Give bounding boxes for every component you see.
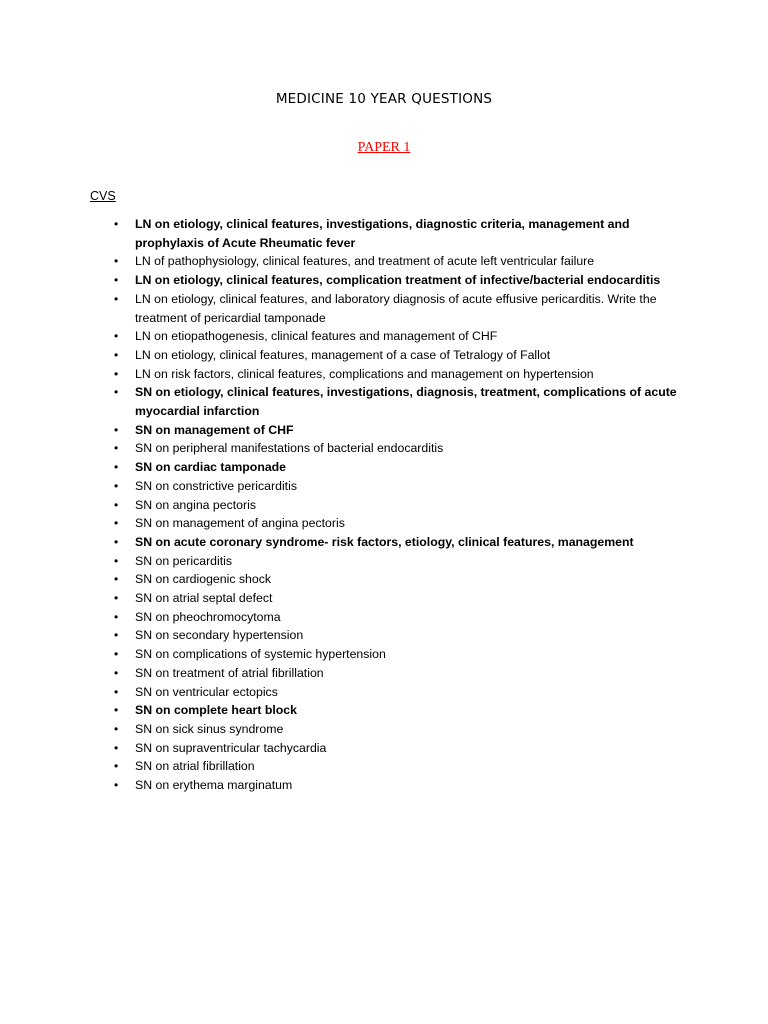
question-text: SN on pheochromocytoma bbox=[135, 609, 281, 624]
question-text: LN on etiology, clinical features, management of a case of Tetralogy of Fallot bbox=[135, 347, 551, 362]
question-item bbox=[0, 589, 768, 608]
bullet-icon: • bbox=[114, 478, 119, 493]
question-text: SN on treatment of atrial fibrillation bbox=[135, 665, 324, 680]
question-text: LN on etiology, clinical features, and laboratory diagnosis of acute effusive pericarditis. Write the treatment of pericardial tamponade bbox=[135, 291, 657, 325]
question-text: LN of pathophysiology, clinical features, and treatment of acute left ventricular failure bbox=[135, 254, 595, 269]
question-text: LN on etiology, clinical features, investigations, diagnostic criteria, management and prophylaxis of Acute Rheumatic fever bbox=[135, 217, 630, 250]
question-item bbox=[0, 439, 768, 458]
question-text: SN on angina pectoris bbox=[135, 497, 256, 512]
bullet-icon: • bbox=[114, 516, 119, 531]
question-text: SN on erythema marginatum bbox=[135, 778, 293, 793]
bullet-icon: • bbox=[114, 628, 119, 643]
paper-heading: PAPER 1 bbox=[357, 140, 411, 155]
question-item bbox=[0, 608, 768, 627]
question-text: LN on etiology, clinical features, complication treatment of infective/bacterial endocarditis bbox=[135, 273, 661, 288]
bullet-icon: • bbox=[114, 385, 119, 400]
question-item bbox=[0, 383, 768, 420]
bullet-icon: • bbox=[114, 740, 119, 755]
question-item bbox=[0, 739, 768, 758]
bullet-icon: • bbox=[114, 217, 119, 231]
question-text: SN on secondary hypertension bbox=[135, 628, 304, 643]
question-text: SN on complications of systemic hypertension bbox=[135, 647, 386, 662]
question-item bbox=[0, 252, 768, 271]
question-text: SN on management of angina pectoris bbox=[135, 516, 345, 531]
question-text: SN on pericarditis bbox=[135, 553, 233, 568]
question-text: SN on atrial fibrillation bbox=[135, 759, 255, 774]
section-heading: CVS bbox=[90, 189, 116, 203]
bullet-icon: • bbox=[114, 703, 119, 718]
question-item bbox=[0, 496, 768, 515]
question-text: SN on sick sinus syndrome bbox=[135, 721, 284, 736]
bullet-icon: • bbox=[114, 460, 119, 475]
question-item bbox=[0, 664, 768, 683]
question-text: SN on etiology, clinical features, investigations, diagnosis, treatment, complications of acute myocardial infarction bbox=[135, 385, 677, 419]
question-text: SN on cardiogenic shock bbox=[135, 572, 272, 587]
question-item bbox=[0, 215, 768, 252]
question-text: SN on constrictive pericarditis bbox=[135, 478, 297, 493]
question-item bbox=[0, 645, 768, 664]
question-item bbox=[0, 683, 768, 702]
question-item bbox=[0, 552, 768, 571]
question-item bbox=[0, 757, 768, 776]
question-item bbox=[0, 776, 768, 795]
question-item bbox=[0, 290, 768, 327]
bullet-icon: • bbox=[114, 721, 119, 736]
question-text: LN on etiopathogenesis, clinical features and management of CHF bbox=[135, 329, 498, 344]
bullet-icon: • bbox=[114, 254, 119, 269]
question-item bbox=[0, 514, 768, 533]
question-item bbox=[0, 458, 768, 477]
question-item bbox=[0, 346, 768, 365]
question-item bbox=[0, 365, 768, 384]
document-title: MEDICINE 10 YEAR QUESTIONS bbox=[275, 91, 493, 107]
question-item bbox=[0, 720, 768, 739]
question-item bbox=[0, 271, 768, 290]
bullet-icon: • bbox=[114, 684, 119, 699]
bullet-icon: • bbox=[114, 553, 119, 568]
bullet-icon: • bbox=[114, 572, 119, 587]
bullet-icon: • bbox=[114, 366, 119, 381]
question-item bbox=[0, 570, 768, 589]
bullet-icon: • bbox=[114, 273, 119, 288]
question-text: LN on risk factors, clinical features, complications and management on hypertension bbox=[135, 366, 594, 381]
question-text: SN on complete heart block bbox=[135, 703, 297, 718]
question-text: SN on management of CHF bbox=[135, 422, 294, 437]
bullet-icon: • bbox=[114, 329, 119, 344]
bullet-icon: • bbox=[114, 534, 119, 549]
bullet-icon: • bbox=[114, 647, 119, 662]
question-text: SN on peripheral manifestations of bacterial endocarditis bbox=[135, 441, 444, 456]
bullet-icon: • bbox=[114, 591, 119, 606]
bullet-icon: • bbox=[114, 609, 119, 624]
question-text: SN on acute coronary syndrome- risk factors, etiology, clinical features, management bbox=[135, 534, 634, 549]
bullet-icon: • bbox=[114, 778, 119, 793]
bullet-icon: • bbox=[114, 497, 119, 512]
question-text: SN on cardiac tamponade bbox=[135, 460, 287, 475]
question-list bbox=[0, 215, 768, 795]
question-text: SN on supraventricular tachycardia bbox=[135, 740, 327, 755]
question-item bbox=[0, 327, 768, 346]
question-text: SN on atrial septal defect bbox=[135, 591, 273, 606]
bullet-icon: • bbox=[114, 291, 119, 306]
bullet-icon: • bbox=[114, 422, 119, 437]
question-item bbox=[0, 626, 768, 645]
bullet-icon: • bbox=[114, 759, 119, 774]
question-text: SN on ventricular ectopics bbox=[135, 684, 278, 699]
bullet-icon: • bbox=[114, 347, 119, 362]
bullet-icon: • bbox=[114, 441, 119, 456]
question-item bbox=[0, 421, 768, 440]
question-item bbox=[0, 533, 768, 552]
question-item bbox=[0, 477, 768, 496]
bullet-icon: • bbox=[114, 665, 119, 680]
question-item bbox=[0, 701, 768, 720]
